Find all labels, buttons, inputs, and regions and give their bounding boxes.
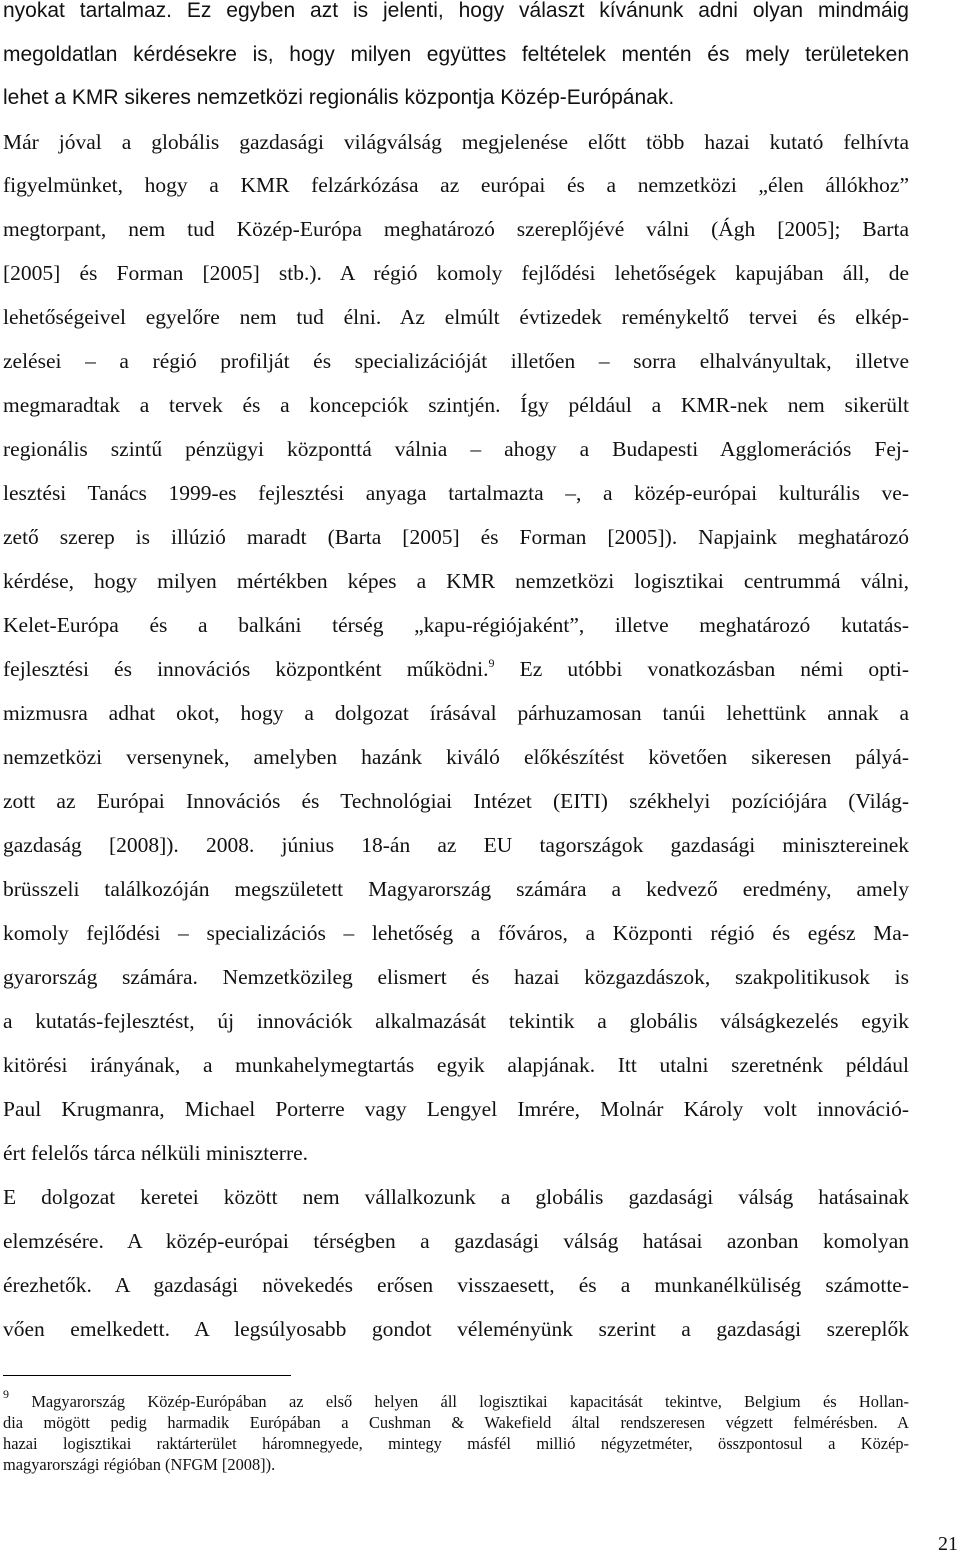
body-line: Kelet-Európa és a balkáni térség „kapu-régiójaként”, illetve meghatározó kutatás-: [3, 613, 909, 637]
body-line: gyarország számára. Nemzetközileg elismert és hazai közgazdászok, szakpolitikusok is: [3, 965, 909, 989]
body-line: mizmusra adhat okot, hogy a dolgozat írásával párhuzamosan tanúi lehettünk annak a: [3, 701, 909, 725]
page-number: 21: [938, 1533, 958, 1555]
body-line: nyokat tartalmaz. Ez egyben azt is jelenti, hogy választ kívánunk adni olyan mindmáig: [3, 0, 909, 22]
footnote-marker: 9: [3, 1387, 9, 1401]
body-line-part: Ez utóbbi vonatkozásban némi opti-: [494, 657, 910, 681]
footnote-line: hazai logisztikai raktárterület háromnegyede, mintegy másfél millió négyzetméter, összpontosul a Közép-: [3, 1434, 909, 1453]
body-line: E dolgozat keretei között nem vállalkozunk a globális gazdasági válság hatásainak: [3, 1185, 909, 1209]
body-line: ért felelős tárca nélküli miniszterre.: [3, 1141, 309, 1165]
body-line: brüsszeli találkozóján megszületett Magyarország számára a kedvező eredmény, amely: [3, 877, 909, 901]
body-line: zető szerep is illúzió maradt (Barta [2005] és Forman [2005]). Napjaink meghatározó: [3, 525, 909, 549]
body-line: figyelmünket, hogy a KMR felzárkózása az európai és a nemzetközi „élen állókhoz”: [3, 173, 909, 197]
footnote-reference: 9: [488, 656, 495, 670]
body-line: a kutatás-fejlesztést, új innovációk alkalmazását tekintik a globális válságkezelés egyik: [3, 1009, 909, 1033]
footnote-separator: [3, 1375, 291, 1376]
body-line: [3, 655, 909, 683]
body-line: megoldatlan kérdésekre is, hogy milyen együttes feltételek mentén és mely területeken: [3, 43, 909, 66]
body-line: kitörési irányának, a munkahelymegtartás egyik alapjának. Itt utalni szeretnénk például: [3, 1053, 909, 1077]
body-line: Paul Krugmanra, Michael Porterre vagy Lengyel Imrére, Molnár Károly volt innováció-: [3, 1097, 909, 1121]
body-line: komoly fejlődési – specializációs – lehetőség a főváros, a Központi régió és egész Ma-: [3, 921, 909, 945]
body-line: gazdaság [2008]). 2008. június 18-án az EU tagországok gazdasági minisztereinek: [3, 833, 909, 857]
body-line: zott az Európai Innovációs és Technológiai Intézet (EITI) székhelyi pozíciójára (Világ-: [3, 789, 909, 813]
body-line: regionális szintű pénzügyi központtá válnia – ahogy a Budapesti Agglomerációs Fej-: [3, 437, 909, 461]
footnote-text: Magyarország Közép-Európában az első helyen áll logisztikai kapacitását tekintve, Belgium és Hollan-: [31, 1392, 909, 1411]
body-line: érezhetők. A gazdasági növekedés erősen visszaesett, és a munkanélküliség számotte-: [3, 1273, 909, 1297]
footnote-line: dia mögött pedig harmadik Európában a Cushman & Wakefield által rendszeresen végzett felmérésben. A: [3, 1413, 909, 1432]
body-line: vően emelkedett. A legsúlyosabb gondot véleményünk szerint a gazdasági szereplők: [3, 1317, 909, 1341]
footnote-line: [3, 1387, 909, 1412]
body-line: elemzésére. A közép-európai térségben a gazdasági válság hatásai azonban komolyan: [3, 1229, 909, 1253]
body-line: kérdése, hogy milyen mértékben képes a KMR nemzetközi logisztikai centrummá válni,: [3, 569, 909, 593]
body-line: lehetőségeivel egyelőre nem tud élni. Az elmúlt évtizedek reménykeltő tervei és elkép-: [3, 305, 909, 329]
body-line: [2005] és Forman [2005] stb.). A régió komoly fejlődési lehetőségek kapujában áll, de: [3, 261, 909, 285]
body-line: nemzetközi versenynek, amelyben hazánk kiváló előkészítést követően sikeresen pályá-: [3, 745, 909, 769]
body-line: lehet a KMR sikeres nemzetközi regionális központja Közép-Európának.: [3, 86, 675, 109]
body-line-part: fejlesztési és innovációs központként működni.: [3, 657, 489, 681]
body-line: megmaradtak a tervek és a koncepciók szintjén. Így például a KMR-nek nem sikerült: [3, 393, 909, 417]
body-line: lesztési Tanács 1999-es fejlesztési anyaga tartalmazta –, a közép-európai kulturális ve-: [3, 481, 909, 505]
body-line: megtorpant, nem tud Közép-Európa meghatározó szereplőjévé válni (Ágh [2005]; Barta: [3, 217, 909, 241]
footnote-line: magyarországi régióban (NFGM [2008]).: [3, 1455, 276, 1474]
body-line: Már jóval a globális gazdasági világválság megjelenése előtt több hazai kutató felhívta: [3, 130, 909, 154]
body-line: zelései – a régió profilját és specializációját illetően – sorra elhalványultak, illetve: [3, 349, 909, 373]
